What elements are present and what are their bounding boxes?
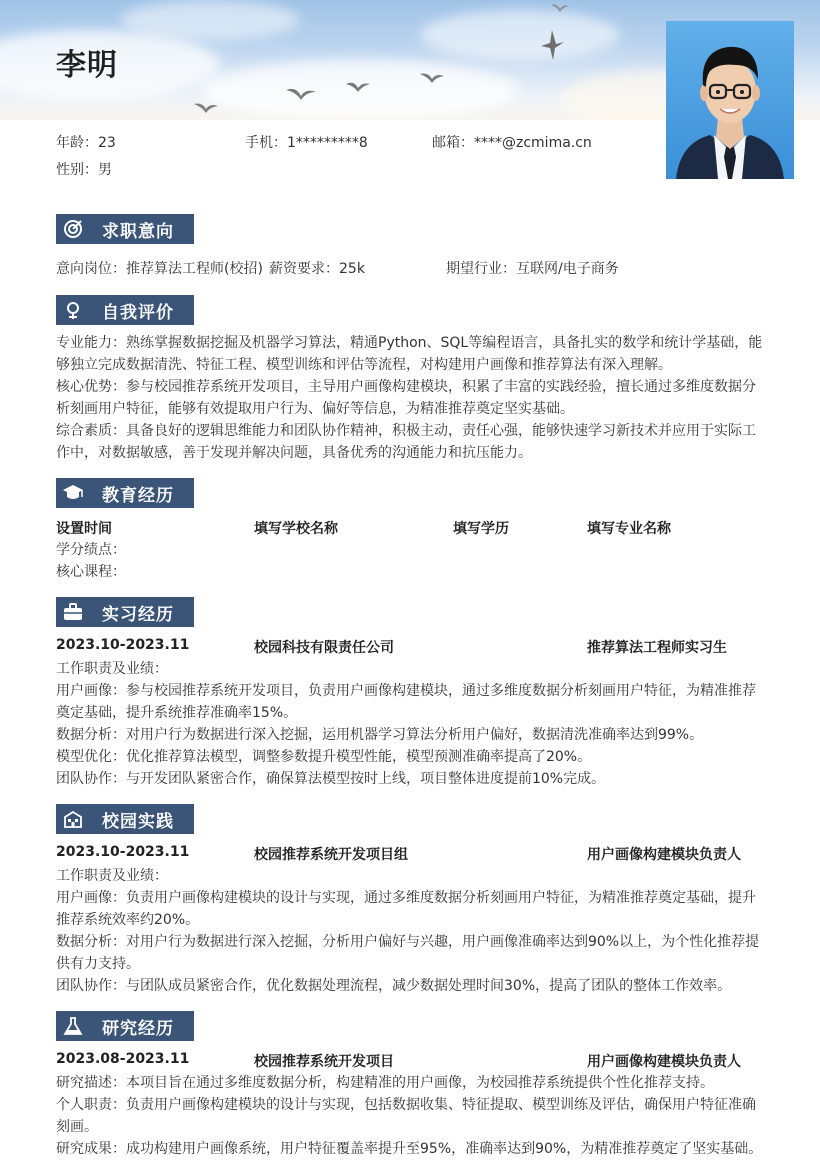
campus-line: 团队协作：与团队成员紧密合作，优化数据处理流程，减少数据处理时间30%，提高了团队的整体工作效率。 <box>56 978 732 994</box>
badge-icon <box>58 295 88 325</box>
intern-line: 工作职责及业绩： <box>56 661 168 677</box>
bird-icon <box>344 78 372 96</box>
briefcase-icon <box>58 597 88 627</box>
section-title: 教育经历 <box>102 485 174 506</box>
intern-time: 2023.10-2023.11 <box>56 637 190 653</box>
bird-icon <box>418 70 446 86</box>
section-title: 实习经历 <box>102 604 174 625</box>
edu-degree: 填写学历 <box>453 521 509 537</box>
intern-line: 模型优化：优化推荐算法模型，调整参数提升模型性能，模型预测准确率提高了20%。 <box>56 749 592 765</box>
edu-school: 填写学校名称 <box>254 521 338 537</box>
self-eval-paragraph: 综合素质：具备良好的逻辑思维能力和团队协作精神，积极主动，责任心强，能够快速学习新技术并应用于实际工作中，对数据敏感，善于发现并解决问题，具备优秀的沟通能力和抗压能力。 <box>56 423 756 461</box>
edu-gpa: 学分绩点： <box>56 542 126 558</box>
section-header-research <box>56 1011 194 1041</box>
intern-org: 校园科技有限责任公司 <box>254 640 394 656</box>
building-icon <box>58 804 88 834</box>
bird-icon <box>550 2 570 14</box>
profile-photo <box>666 21 794 179</box>
bird-icon <box>538 28 566 62</box>
flask-icon <box>58 1011 88 1041</box>
campus-org: 校园推荐系统开发项目组 <box>254 847 408 863</box>
graduation-cap-icon <box>58 478 88 508</box>
research-line: 研究成果：成功构建用户画像系统，用户特征覆盖率提升至95%，准确率达到90%，为精准推荐奠定了坚实基础。 <box>56 1141 763 1157</box>
intern-role: 推荐算法工程师实习生 <box>587 640 727 656</box>
campus-line: 数据分析：对用户行为数据进行深入挖掘，分析用户偏好与兴趣，用户画像准确率达到90%以上，为个性化推荐提供有力支持。 <box>56 934 760 972</box>
self-eval-paragraph: 专业能力：熟练掌握数据挖掘及机器学习算法，精通Python、SQL等编程语言，具备扎实的数学和统计学基础，能够独立完成数据清洗、特征工程、模型训练和评估等流程，对构建用户画像和推荐算法有深入理解。 <box>56 335 763 373</box>
section-header-self-eval <box>56 295 194 325</box>
gender-field: 性别：男 <box>56 162 112 178</box>
campus-line: 用户画像：负责用户画像构建模块的设计与实现，通过多维度数据分析刻画用户特征，为精准推荐奠定基础，提升推荐系统效率约20%。 <box>56 890 756 928</box>
bird-icon <box>192 100 220 116</box>
email-field: 邮箱：****@zcmima.cn <box>432 135 592 151</box>
research-line: 研究描述：本项目旨在通过多维度数据分析，构建精准的用户画像，为校园推荐系统提供个性化推荐支持。 <box>56 1075 714 1091</box>
edu-time: 设置时间 <box>56 521 112 537</box>
section-header-campus <box>56 804 194 834</box>
intern-line: 数据分析：对用户行为数据进行深入挖掘，运用机器学习算法分析用户偏好，数据清洗准确率达到99%。 <box>56 727 704 743</box>
intent-position: 意向岗位：推荐算法工程师(校招) <box>56 261 263 277</box>
section-header-internship <box>56 597 194 627</box>
candidate-name: 李明 <box>56 48 118 83</box>
intern-line: 用户画像：参与校园推荐系统开发项目，负责用户画像构建模块，通过多维度数据分析刻画用户特征，为精准推荐奠定基础，提升系统推荐准确率15%。 <box>56 683 756 721</box>
research-time: 2023.08-2023.11 <box>56 1051 190 1067</box>
campus-role: 用户画像构建模块负责人 <box>587 847 741 863</box>
section-header-education <box>56 478 194 508</box>
research-org: 校园推荐系统开发项目 <box>254 1054 394 1070</box>
intent-salary: 薪资要求：25k <box>269 261 365 277</box>
intern-line: 团队协作：与开发团队紧密合作，确保算法模型按时上线，项目整体进度提前10%完成。 <box>56 771 606 787</box>
campus-line: 工作职责及业绩： <box>56 868 168 884</box>
section-header-intent <box>56 214 194 244</box>
target-icon <box>58 214 88 244</box>
research-line: 个人职责：负责用户画像构建模块的设计与实现，包括数据收集、特征提取、模型训练及评估，确保用户特征准确刻画。 <box>56 1097 756 1135</box>
self-eval-paragraph: 核心优势：参与校园推荐系统开发项目，主导用户画像构建模块，积累了丰富的实践经验，擅长通过多维度数据分析刻画用户特征，能够有效提取用户行为、偏好等信息，为精准推荐奠定坚实基础。 <box>56 379 756 417</box>
phone-field: 手机：1*********8 <box>245 135 368 151</box>
section-title: 自我评价 <box>102 302 174 323</box>
section-title: 校园实践 <box>102 811 174 832</box>
bird-icon <box>284 84 318 104</box>
research-role: 用户画像构建模块负责人 <box>587 1054 741 1070</box>
campus-time: 2023.10-2023.11 <box>56 844 190 860</box>
age-field: 年龄：23 <box>56 135 116 151</box>
edu-major: 填写专业名称 <box>587 521 671 537</box>
section-title: 研究经历 <box>102 1018 174 1039</box>
intent-industry: 期望行业：互联网/电子商务 <box>446 261 619 277</box>
edu-courses: 核心课程： <box>56 564 126 580</box>
section-title: 求职意向 <box>102 221 174 242</box>
